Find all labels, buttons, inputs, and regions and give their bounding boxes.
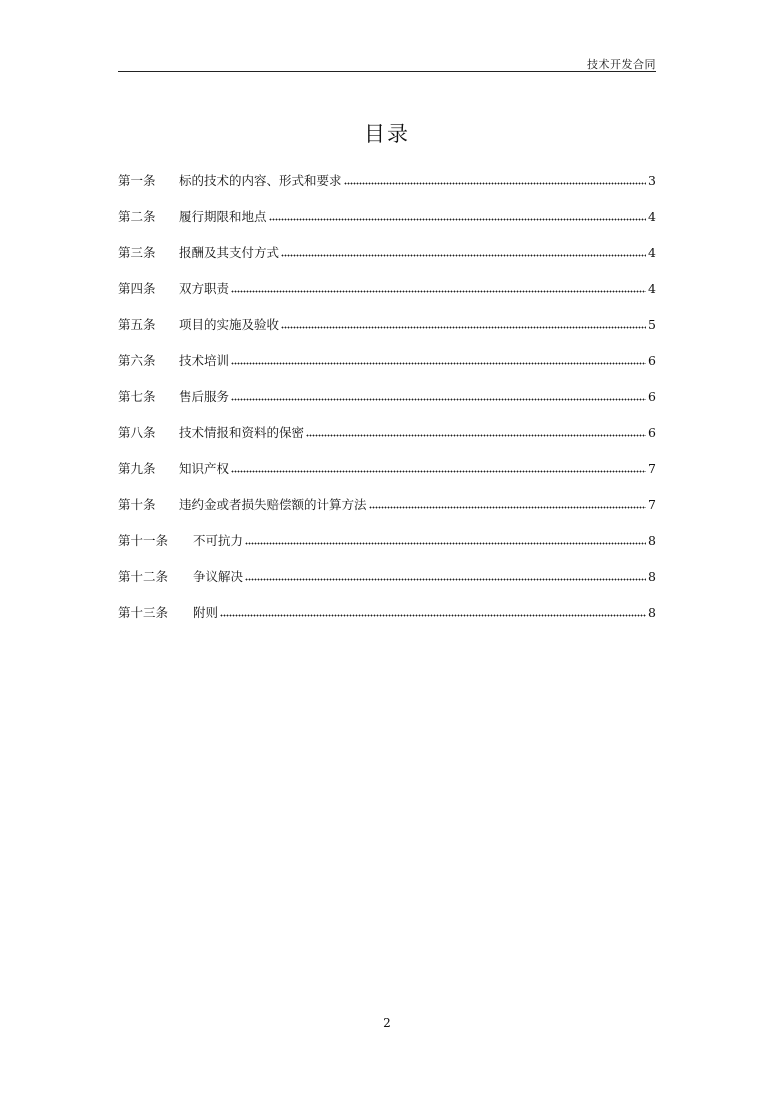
header-rule (118, 71, 656, 72)
toc-entry-number: 第十二条 (118, 569, 169, 584)
toc-entry-title: 不可抗力 (193, 533, 244, 548)
toc-leader-dots (245, 572, 646, 581)
toc-entry-6[interactable] (118, 351, 656, 387)
toc-entry-title: 知识产权 (179, 461, 230, 476)
toc-entry-number: 第十三条 (118, 605, 169, 620)
toc-leader-dots (369, 500, 647, 509)
toc-entry-number: 第六条 (118, 353, 156, 368)
toc-entry-title: 技术情报和资料的保密 (179, 425, 305, 440)
toc-entry-number: 第十条 (118, 497, 156, 512)
toc-entry-13[interactable] (118, 603, 656, 639)
toc-entry-page: 5 (648, 317, 656, 332)
toc-entry-page: 6 (648, 425, 656, 440)
page-number: 2 (383, 1016, 391, 1030)
toc-entry-title: 售后服务 (179, 389, 230, 404)
toc-entry-number: 第二条 (118, 209, 156, 224)
toc-entry-page: 8 (648, 533, 656, 548)
toc-entry-title: 双方职责 (179, 281, 230, 296)
toc-entry-title: 履行期限和地点 (179, 209, 267, 224)
table-of-contents (118, 171, 656, 639)
toc-entry-1[interactable] (118, 171, 656, 207)
toc-leader-dots (220, 608, 646, 617)
toc-leader-dots (306, 428, 646, 437)
toc-entry-title: 报酬及其支付方式 (179, 245, 280, 260)
toc-leader-dots (269, 212, 647, 221)
toc-entry-4[interactable] (118, 279, 656, 315)
toc-entry-title: 争议解决 (193, 569, 244, 584)
toc-entry-number: 第四条 (118, 281, 156, 296)
toc-entry-number: 第五条 (118, 317, 156, 332)
toc-entry-number: 第十一条 (118, 533, 169, 548)
toc-entry-title: 违约金或者损失赔偿额的计算方法 (179, 497, 367, 512)
toc-entry-number: 第九条 (118, 461, 156, 476)
toc-leader-dots (231, 392, 646, 401)
toc-entry-3[interactable] (118, 243, 656, 279)
toc-entry-7[interactable] (118, 387, 656, 423)
toc-entry-8[interactable] (118, 423, 656, 459)
toc-leader-dots (281, 248, 646, 257)
toc-entry-number: 第七条 (118, 389, 156, 404)
toc-entry-5[interactable] (118, 315, 656, 351)
toc-entry-2[interactable] (118, 207, 656, 243)
toc-entry-page: 6 (648, 389, 656, 404)
toc-entry-page: 8 (648, 569, 656, 584)
toc-entry-12[interactable] (118, 567, 656, 603)
toc-entry-title: 技术培训 (179, 353, 230, 368)
toc-entry-title: 附则 (193, 605, 219, 620)
toc-entry-number: 第八条 (118, 425, 156, 440)
toc-entry-page: 4 (648, 245, 656, 260)
toc-leader-dots (344, 176, 647, 185)
toc-entry-page: 3 (648, 173, 656, 188)
toc-entry-title: 标的技术的内容、形式和要求 (179, 173, 342, 188)
toc-entry-9[interactable] (118, 459, 656, 495)
toc-entry-title: 项目的实施及验收 (179, 317, 280, 332)
toc-leader-dots (281, 320, 646, 329)
toc-leader-dots (231, 464, 646, 473)
toc-entry-page: 8 (648, 605, 656, 620)
toc-entry-page: 4 (648, 281, 656, 296)
toc-leader-dots (231, 356, 646, 365)
toc-entry-number: 第一条 (118, 173, 156, 188)
toc-entry-page: 7 (648, 497, 656, 512)
toc-entry-page: 6 (648, 353, 656, 368)
toc-entry-10[interactable] (118, 495, 656, 531)
header-title: 技术开发合同 (587, 58, 656, 71)
toc-entry-page: 4 (648, 209, 656, 224)
toc-leader-dots (245, 536, 646, 545)
toc-leader-dots (231, 284, 646, 293)
toc-entry-number: 第三条 (118, 245, 156, 260)
toc-entry-11[interactable] (118, 531, 656, 567)
toc-title: 目录 (364, 122, 410, 146)
toc-entry-page: 7 (648, 461, 656, 476)
